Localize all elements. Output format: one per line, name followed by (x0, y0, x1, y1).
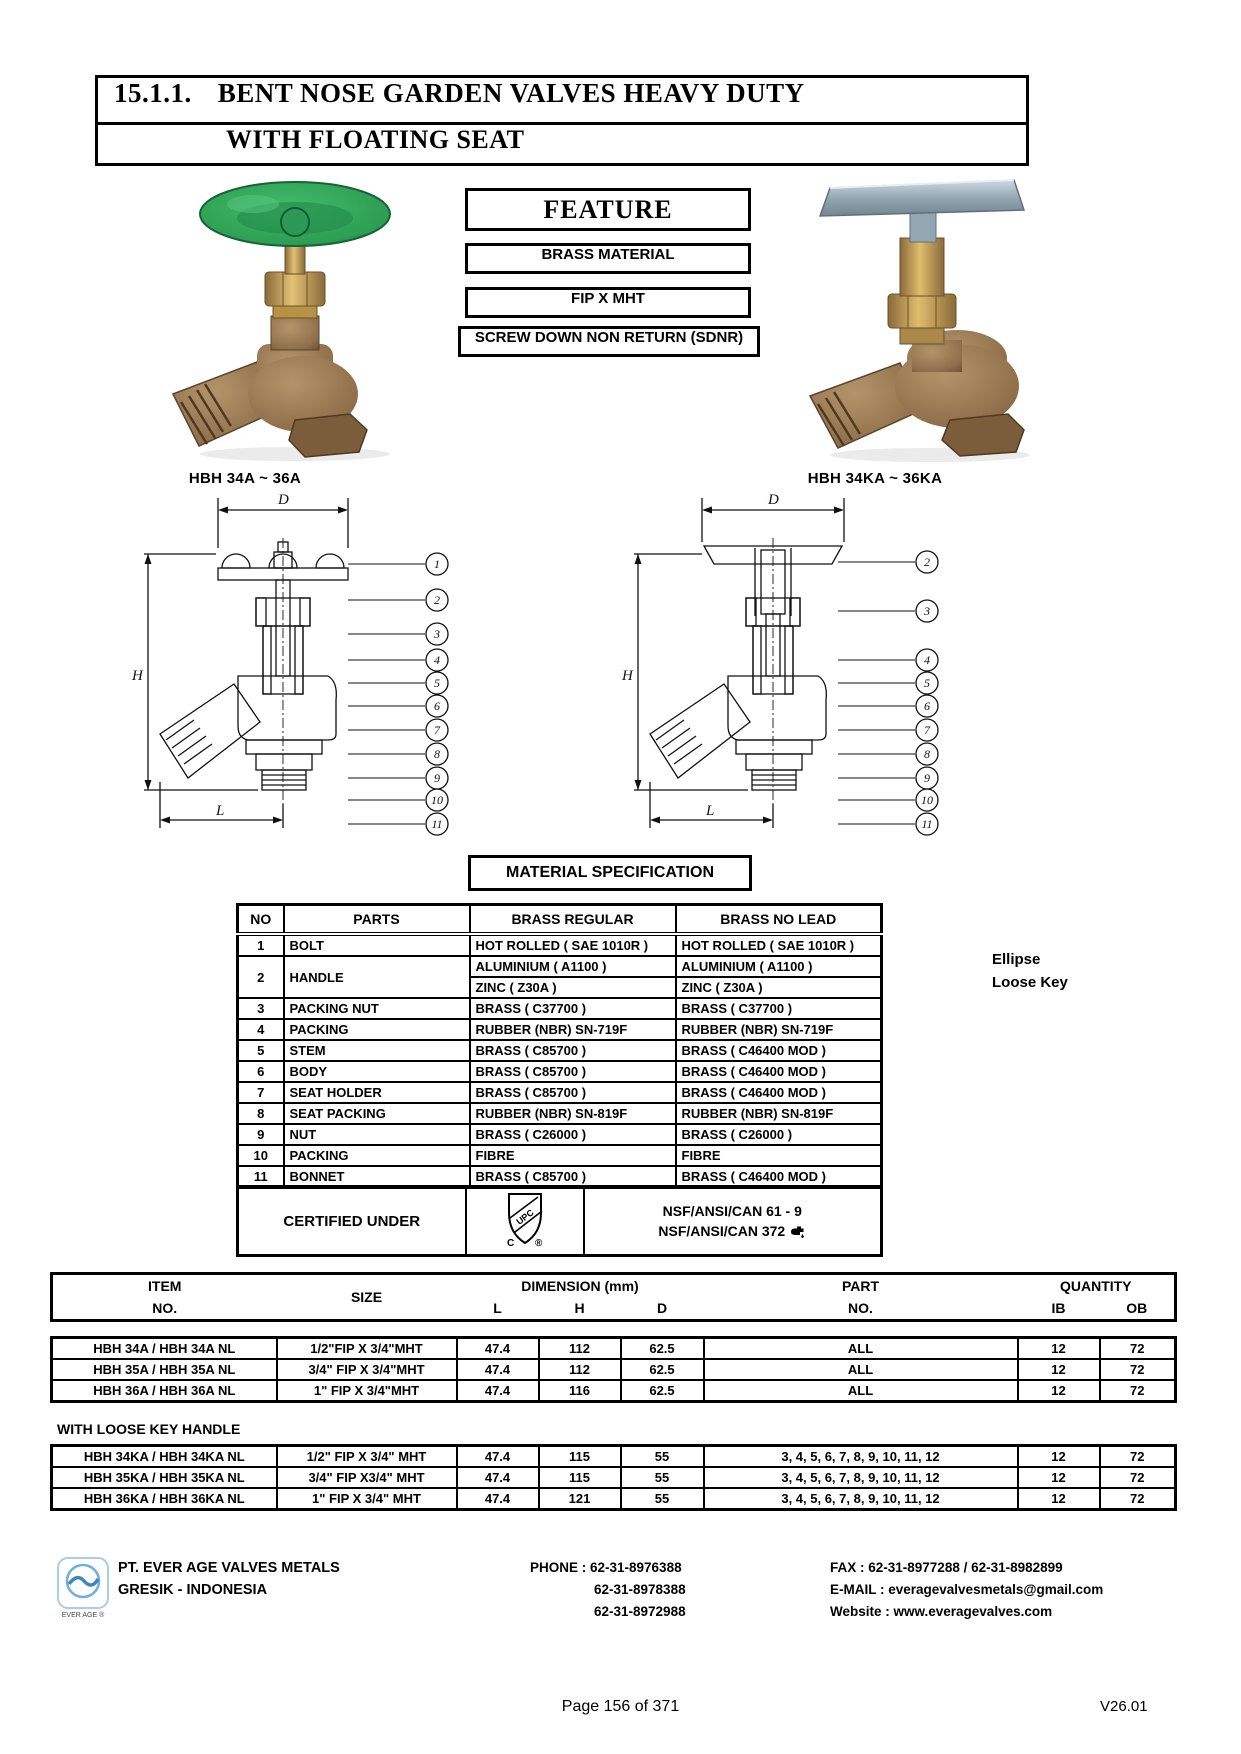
table-cell: 47.4 (457, 1488, 539, 1510)
table-cell: 47.4 (457, 1467, 539, 1488)
col-header-parts: PARTS (284, 905, 470, 935)
table-row (52, 1467, 1176, 1488)
table-cell: 47.4 (457, 1338, 539, 1360)
table-cell: 12 (1018, 1467, 1100, 1488)
cert-line-2 (586, 1223, 880, 1239)
callout-number: 8 (924, 747, 930, 761)
callout-number: 2 (434, 593, 440, 607)
dim-label-d: D (768, 492, 779, 508)
table-cell: 1" FIP X 3/4" MHT (277, 1488, 457, 1510)
mspec-cell: BRASS ( C85700 ) (470, 1082, 676, 1103)
col-header-brass-regular: BRASS REGULAR (470, 905, 676, 935)
material-spec-title: MATERIAL SPECIFICATION (468, 855, 752, 891)
mspec-cell: 10 (238, 1145, 284, 1166)
callout-number: 3 (434, 627, 440, 641)
h-size: SIZE (350, 1289, 383, 1305)
dim-label-h: H (132, 668, 143, 684)
mspec-row (238, 1124, 882, 1145)
mspec-cell: HOT ROLLED ( SAE 1010R ) (676, 934, 882, 956)
certified-label: CERTIFIED UNDER (238, 1187, 466, 1256)
header-row-1 (52, 1274, 1176, 1298)
upc-shield-icon (502, 1190, 548, 1248)
phone-line-1: PHONE : 62-31-8976388 (530, 1560, 682, 1575)
catalog-version: V26.01 (1100, 1698, 1148, 1715)
table-cell: 115 (539, 1467, 621, 1488)
section-number: 15.1.1. (114, 78, 192, 108)
table-cell: 55 (621, 1446, 704, 1468)
callout-number: 3 (924, 604, 930, 618)
h-item-no: NO. (152, 1300, 178, 1316)
dim-label-h: H (622, 668, 633, 684)
mspec-cell: SEAT HOLDER (284, 1082, 470, 1103)
mspec-cell: 8 (238, 1103, 284, 1124)
table-cell: 47.4 (457, 1380, 539, 1402)
callout-number: 8 (434, 747, 440, 761)
table-cell: 3/4" FIP X 3/4"MHT (277, 1359, 457, 1380)
valve-photo-wheel-handle (145, 162, 435, 462)
table-cell: 72 (1100, 1467, 1176, 1488)
feature-title: FEATURE (465, 188, 751, 231)
mspec-cell: 5 (238, 1040, 284, 1061)
dim-label-d: D (278, 492, 289, 508)
h-part-no: NO. (848, 1300, 873, 1316)
table-cell: 12 (1018, 1359, 1100, 1380)
mspec-row (238, 1019, 882, 1040)
feature-item-fipmht: FIP X MHT (465, 287, 751, 318)
h-quantity: QUANTITY (1059, 1278, 1132, 1294)
callout-number: 4 (924, 653, 930, 667)
mspec-cell: BRASS ( C37700 ) (470, 998, 676, 1019)
table-cell: HBH 36KA / HBH 36KA NL (52, 1488, 277, 1510)
table-cell: 72 (1100, 1488, 1176, 1510)
table-cell: 1/2" FIP X 3/4" MHT (277, 1446, 457, 1468)
mspec-cell: FIBRE (470, 1145, 676, 1166)
certification-text-cell (584, 1187, 882, 1256)
mspec-cell: BRASS ( C26000 ) (676, 1124, 882, 1145)
handle-note-loose-key: Loose Key (992, 974, 1068, 991)
mspec-row (238, 956, 882, 977)
logo-caption: EVER AGE ® (61, 1612, 105, 1619)
mspec-cell: BRASS ( C46400 MOD ) (676, 1040, 882, 1061)
table-row (52, 1380, 1176, 1402)
mspec-cell: BRASS ( C85700 ) (470, 1061, 676, 1082)
h-d: D (656, 1300, 668, 1316)
loose-key-section-label: WITH LOOSE KEY HANDLE (57, 1421, 241, 1437)
mspec-cell: ZINC ( Z30A ) (470, 977, 676, 998)
mspec-cell: 6 (238, 1061, 284, 1082)
upc-text: UPC (513, 1206, 536, 1227)
table-cell: 112 (539, 1359, 621, 1380)
table-row (52, 1446, 1176, 1468)
header-row-2 (52, 1297, 1176, 1321)
table-cell: 3, 4, 5, 6, 7, 8, 9, 10, 11, 12 (704, 1488, 1018, 1510)
mspec-cell: FIBRE (676, 1145, 882, 1166)
table-cell: 55 (621, 1488, 704, 1510)
upc-c: C (506, 1237, 514, 1248)
faucet-icon (789, 1224, 806, 1238)
certified-table (236, 1185, 883, 1257)
mspec-cell: BOLT (284, 934, 470, 956)
product-label-right: HBH 34KA ~ 36KA (807, 470, 943, 487)
material-spec-table (236, 903, 883, 1189)
callout-number: 7 (434, 723, 440, 737)
mspec-cell: BODY (284, 1061, 470, 1082)
cert-line-1: NSF/ANSI/CAN 61 - 9 (662, 1203, 802, 1219)
mspec-cell: BONNET (284, 1166, 470, 1188)
company-city: GRESIK - INDONESIA (118, 1582, 268, 1598)
table-cell: HBH 36A / HBH 36A NL (52, 1380, 277, 1402)
table-cell: 55 (621, 1467, 704, 1488)
title-text: BENT NOSE GARDEN VALVES HEAVY DUTY (217, 78, 805, 108)
h-part: PART (841, 1278, 880, 1294)
callout-number: 9 (924, 771, 930, 785)
table-cell: 62.5 (621, 1380, 704, 1402)
valve-photo-loose-key (772, 158, 1072, 463)
table-cell: 3, 4, 5, 6, 7, 8, 9, 10, 11, 12 (704, 1446, 1018, 1468)
dim-label-l: L (706, 803, 715, 819)
mspec-cell: NUT (284, 1124, 470, 1145)
table-cell: 3, 4, 5, 6, 7, 8, 9, 10, 11, 12 (704, 1467, 1018, 1488)
company-logo (56, 1556, 110, 1610)
table-cell: 12 (1018, 1488, 1100, 1510)
handle-note-ellipse: Ellipse (992, 951, 1041, 968)
dimension-table-loose-key (50, 1444, 1177, 1511)
page-title (95, 75, 1029, 166)
callout-number: 2 (924, 555, 930, 569)
mspec-row (238, 998, 882, 1019)
table-cell: 62.5 (621, 1338, 704, 1360)
company-name: PT. EVER AGE VALVES METALS (118, 1560, 340, 1576)
phone-line-3: 62-31-8972988 (594, 1604, 686, 1619)
phone-line-2: 62-31-8978388 (594, 1582, 686, 1597)
table-cell: ALL (704, 1338, 1018, 1360)
tech-diagram-key (620, 488, 950, 848)
table-cell: HBH 34A / HBH 34A NL (52, 1338, 277, 1360)
callout-number: 4 (434, 653, 440, 667)
dim-label-l: L (216, 803, 225, 819)
mspec-row (238, 1145, 882, 1166)
mspec-cell: 4 (238, 1019, 284, 1040)
table-cell: 116 (539, 1380, 621, 1402)
callout-number: 9 (434, 771, 440, 785)
mspec-cell: PACKING (284, 1019, 470, 1040)
mspec-cell: 3 (238, 998, 284, 1019)
email-line: E-MAIL : everagevalvesmetals@gmail.com (830, 1582, 1104, 1597)
website-line: Website : www.everagevalves.com (830, 1604, 1053, 1619)
mspec-cell: 9 (238, 1124, 284, 1145)
h-dimension: DIMENSION (mm) (521, 1278, 639, 1294)
mspec-cell: BRASS ( C46400 MOD ) (676, 1082, 882, 1103)
col-header-no: NO (238, 905, 284, 935)
mspec-cell: PACKING (284, 1145, 470, 1166)
upc-r: ® (534, 1237, 542, 1248)
table-cell: ALL (704, 1359, 1018, 1380)
table-cell: HBH 35A / HBH 35A NL (52, 1359, 277, 1380)
mspec-cell: RUBBER (NBR) SN-819F (470, 1103, 676, 1124)
mspec-cell: ALUMINIUM ( A1100 ) (470, 956, 676, 977)
upc-logo-cell (466, 1187, 584, 1256)
table-cell: 115 (539, 1446, 621, 1468)
table-cell: 62.5 (621, 1359, 704, 1380)
mspec-cell: 1 (238, 934, 284, 956)
mspec-cell: BRASS ( C46400 MOD ) (676, 1061, 882, 1082)
h-h: H (574, 1300, 585, 1316)
mspec-cell: RUBBER (NBR) SN-819F (676, 1103, 882, 1124)
cert-line-2-text: NSF/ANSI/CAN 372 (658, 1223, 786, 1239)
mspec-cell: SEAT PACKING (284, 1103, 470, 1124)
certified-row (238, 1187, 882, 1256)
callouts-left (348, 553, 448, 835)
h-ob: OB (1126, 1300, 1148, 1316)
table-cell: 47.4 (457, 1446, 539, 1468)
callout-number: 5 (434, 676, 440, 690)
table-row (52, 1359, 1176, 1380)
mspec-cell: BRASS ( C85700 ) (470, 1166, 676, 1188)
table-cell: 12 (1018, 1380, 1100, 1402)
page-number: Page 156 of 371 (561, 1698, 680, 1715)
page-title-line1 (98, 78, 1026, 125)
feature-item-sdnr: SCREW DOWN NON RETURN (SDNR) (458, 326, 760, 357)
mspec-cell: BRASS ( C85700 ) (470, 1040, 676, 1061)
product-label-left: HBH 34A ~ 36A (188, 470, 302, 487)
mspec-cell: BRASS ( C37700 ) (676, 998, 882, 1019)
table-row (52, 1488, 1176, 1510)
table-cell: 1/2"FIP X 3/4"MHT (277, 1338, 457, 1360)
mspec-cell: STEM (284, 1040, 470, 1061)
tech-diagram-wheel (130, 488, 460, 848)
table-cell: 112 (539, 1338, 621, 1360)
mspec-row (238, 1082, 882, 1103)
mspec-row (238, 1061, 882, 1082)
h-item: ITEM (148, 1278, 182, 1294)
table-row (52, 1338, 1176, 1360)
table-cell: 72 (1100, 1380, 1176, 1402)
page-title-line2: WITH FLOATING SEAT (226, 125, 525, 154)
callout-number: 5 (924, 676, 930, 690)
dimension-table-standard (50, 1336, 1177, 1403)
callout-number: 11 (431, 817, 443, 831)
mspec-cell: 2 (238, 956, 284, 998)
mspec-cell: RUBBER (NBR) SN-719F (676, 1019, 882, 1040)
h-l: L (493, 1300, 502, 1316)
table-cell: 12 (1018, 1446, 1100, 1468)
mspec-cell: 7 (238, 1082, 284, 1103)
mspec-cell: BRASS ( C26000 ) (470, 1124, 676, 1145)
table-cell: HBH 34KA / HBH 34KA NL (52, 1446, 277, 1468)
table-cell: 121 (539, 1488, 621, 1510)
table-cell: 72 (1100, 1338, 1176, 1360)
table-cell: 12 (1018, 1338, 1100, 1360)
table-cell: 47.4 (457, 1359, 539, 1380)
callout-number: 10 (431, 793, 443, 807)
material-spec-header-row (238, 905, 882, 935)
mspec-row (238, 1103, 882, 1124)
callout-number: 11 (921, 817, 933, 831)
mspec-cell: ZINC ( Z30A ) (676, 977, 882, 998)
mspec-row (238, 1040, 882, 1061)
mspec-cell: ALUMINIUM ( A1100 ) (676, 956, 882, 977)
mspec-cell: BRASS ( C46400 MOD ) (676, 1166, 882, 1188)
callout-number: 1 (434, 557, 440, 571)
feature-item-brass: BRASS MATERIAL (465, 243, 751, 274)
table-cell: 3/4" FIP X3/4" MHT (277, 1467, 457, 1488)
mspec-cell: HOT ROLLED ( SAE 1010R ) (470, 934, 676, 956)
mspec-cell: RUBBER (NBR) SN-719F (470, 1019, 676, 1040)
callout-number: 10 (921, 793, 933, 807)
table-cell: 1" FIP X 3/4"MHT (277, 1380, 457, 1402)
table-cell: 72 (1100, 1359, 1176, 1380)
callouts-right (838, 551, 938, 835)
mspec-cell: HANDLE (284, 956, 470, 998)
table-cell: ALL (704, 1380, 1018, 1402)
mspec-cell: 11 (238, 1166, 284, 1188)
h-ib: IB (1051, 1300, 1066, 1316)
callout-number: 7 (924, 723, 930, 737)
mspec-row (238, 934, 882, 956)
dimension-table-header (50, 1272, 1177, 1322)
col-header-brass-no-lead: BRASS NO LEAD (676, 905, 882, 935)
callout-number: 6 (434, 699, 440, 713)
table-cell: HBH 35KA / HBH 35KA NL (52, 1467, 277, 1488)
mspec-cell: PACKING NUT (284, 998, 470, 1019)
callout-number: 6 (924, 699, 930, 713)
table-cell: 72 (1100, 1446, 1176, 1468)
fax-line: FAX : 62-31-8977288 / 62-31-8982899 (830, 1560, 1063, 1575)
